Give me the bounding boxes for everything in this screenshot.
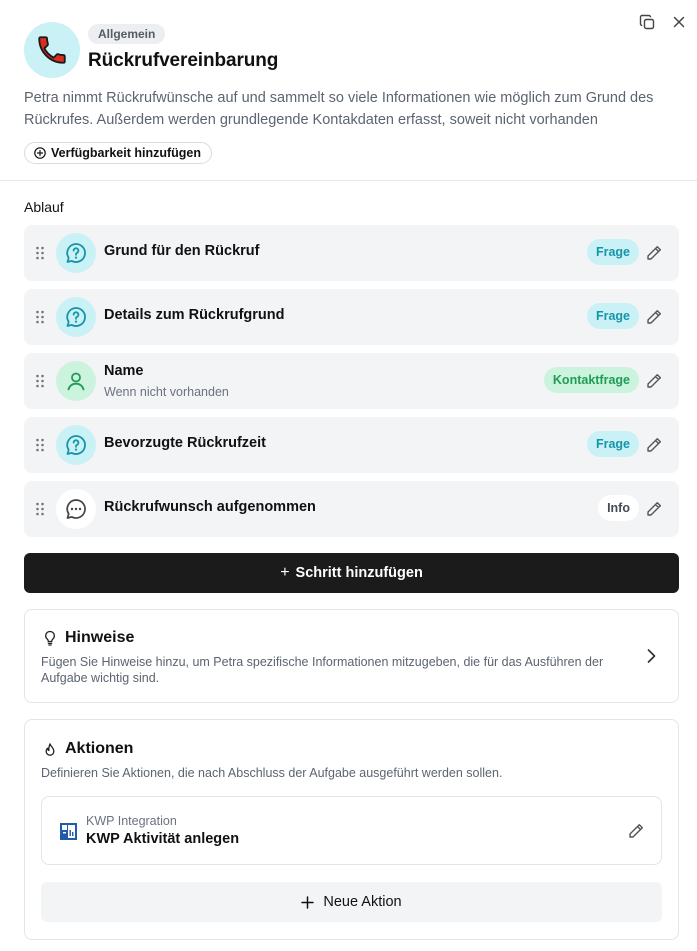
step-type-badge: Frage xyxy=(587,431,639,457)
lightbulb-icon xyxy=(42,630,58,646)
phone-icon xyxy=(24,22,80,78)
step-title: Rückrufwunsch aufgenommen xyxy=(104,499,316,515)
edit-icon[interactable] xyxy=(645,500,663,518)
chevron-right-icon[interactable] xyxy=(644,647,658,665)
close-icon xyxy=(672,15,686,29)
actions-card xyxy=(24,719,679,940)
hints-card[interactable] xyxy=(24,609,679,703)
task-header xyxy=(0,0,697,181)
drag-handle-icon[interactable] xyxy=(35,374,45,388)
category-badge: Allgemein xyxy=(88,24,165,44)
add-step-label: Schritt hinzufügen xyxy=(295,565,423,581)
step-type-badge: Frage xyxy=(587,303,639,329)
flow-step[interactable] xyxy=(24,353,679,409)
step-type-badge: Frage xyxy=(587,239,639,265)
edit-icon[interactable] xyxy=(645,372,663,390)
step-type-badge: Info xyxy=(598,495,639,521)
action-item[interactable] xyxy=(41,796,662,865)
question-bubble-icon xyxy=(56,233,96,273)
kwp-logo-icon xyxy=(60,823,77,840)
plus-circle-icon xyxy=(34,147,46,159)
copy-icon xyxy=(639,14,656,31)
plus-icon xyxy=(301,896,314,909)
step-title: Details zum Rückrufgrund xyxy=(104,307,285,323)
question-bubble-icon xyxy=(56,425,96,465)
new-action-button[interactable] xyxy=(41,882,662,922)
flame-icon xyxy=(42,741,58,757)
chat-bubble-icon xyxy=(56,489,96,529)
add-availability-label: Verfügbarkeit hinzufügen xyxy=(51,146,202,160)
edit-icon[interactable] xyxy=(645,244,663,262)
step-type-badge: Kontaktfrage xyxy=(544,367,639,393)
close-button[interactable] xyxy=(669,12,689,32)
new-action-label: Neue Aktion xyxy=(323,894,402,910)
flow-step[interactable] xyxy=(24,289,679,345)
add-availability-button[interactable] xyxy=(24,142,212,164)
step-subtitle: Wenn nicht vorhanden xyxy=(104,385,229,399)
hints-description: Fügen Sie Hinweise hinzu, um Petra spezifische Informationen mitzugeben, die für das Ausführen der Aufgabe wichtig sind. xyxy=(41,655,604,685)
step-title: Grund für den Rückruf xyxy=(104,243,260,259)
actions-description: Definieren Sie Aktionen, die nach Abschluss der Aufgabe ausgeführt werden sollen. xyxy=(41,766,503,780)
step-title: Bevorzugte Rückrufzeit xyxy=(104,435,266,451)
drag-handle-icon[interactable] xyxy=(35,438,45,452)
add-step-button[interactable] xyxy=(24,553,679,593)
question-bubble-icon xyxy=(56,297,96,337)
person-icon xyxy=(56,361,96,401)
edit-icon[interactable] xyxy=(645,308,663,326)
flow-step[interactable] xyxy=(24,481,679,537)
action-name: KWP Aktivität anlegen xyxy=(86,831,240,847)
action-integration: KWP Integration xyxy=(86,814,177,828)
page-title: Rückrufvereinbarung xyxy=(88,50,279,71)
edit-icon[interactable] xyxy=(645,436,663,454)
hints-title: Hinweise xyxy=(65,629,135,646)
flow-step[interactable] xyxy=(24,417,679,473)
step-title: Name xyxy=(104,363,144,379)
drag-handle-icon[interactable] xyxy=(35,246,45,260)
drag-handle-icon[interactable] xyxy=(35,310,45,324)
flow-label: Ablauf xyxy=(24,199,64,215)
edit-icon[interactable] xyxy=(627,822,645,840)
actions-title: Aktionen xyxy=(65,740,134,757)
flow-step[interactable] xyxy=(24,225,679,281)
plus-icon: + xyxy=(280,564,290,581)
duplicate-button[interactable] xyxy=(637,12,657,32)
task-description: Petra nimmt Rückrufwünsche auf und sammelt so viele Informationen wie möglich zum Grund des Rückrufes. Außerdem werden grundlegende Kontakdaten erfasst, soweit nicht vorhanden xyxy=(24,90,654,128)
drag-handle-icon[interactable] xyxy=(35,502,45,516)
